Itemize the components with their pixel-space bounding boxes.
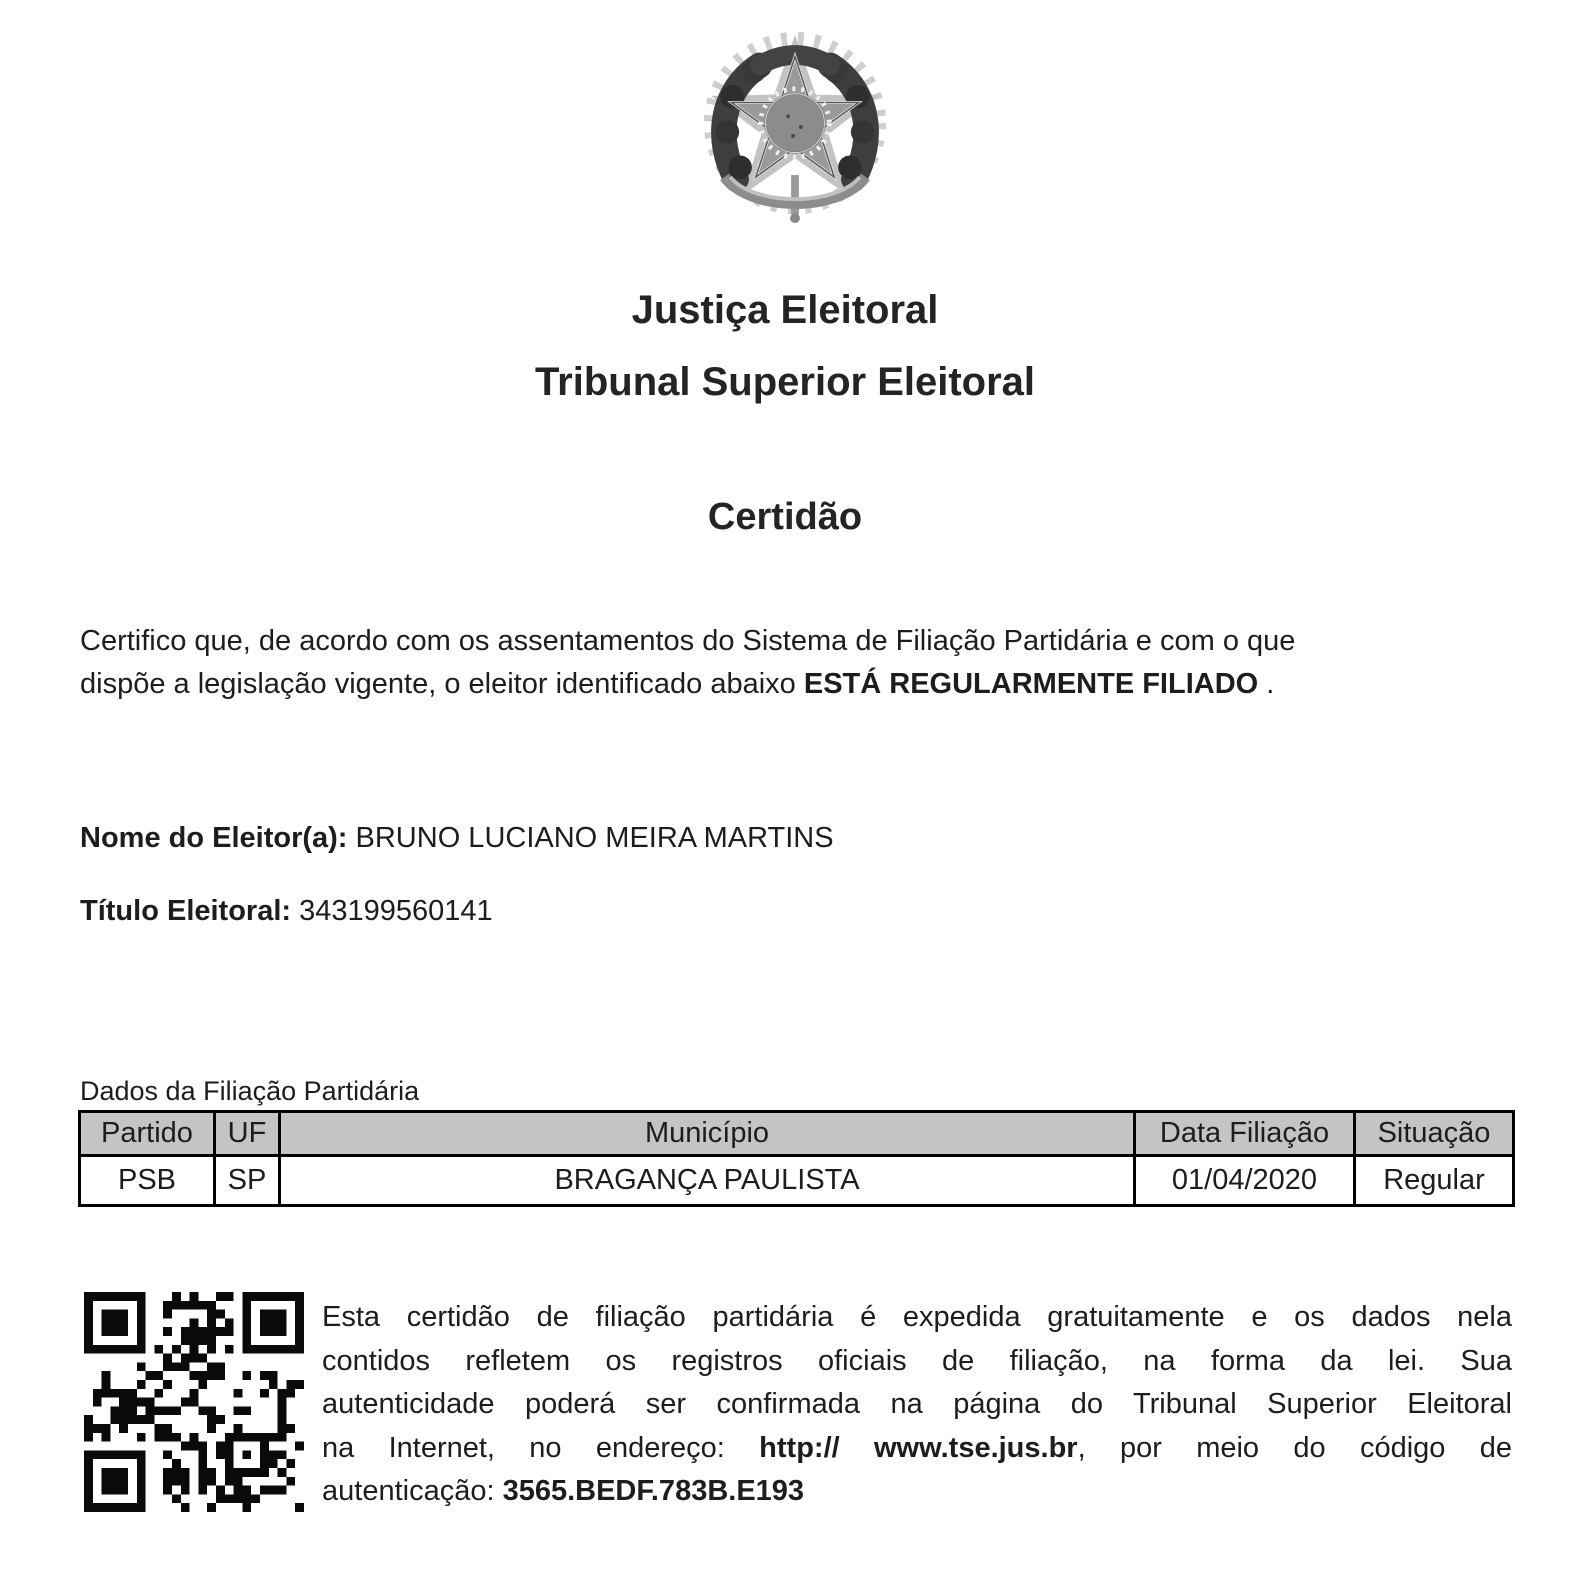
footer-line-5: autenticação: 3565.BEDF.783B.E193 xyxy=(322,1475,805,1508)
certification-paragraph xyxy=(80,620,1520,706)
footer-line-1: Esta certidão de filiação partidária é expedida gratuitamente e os dados nela xyxy=(322,1301,1512,1333)
voter-title-label: Título Eleitoral: xyxy=(80,895,292,927)
footer-line-4: na Internet, no endereço: http:// www.tse.jus.br, por meio do código de xyxy=(322,1431,1512,1464)
cell-partido: PSB xyxy=(80,1156,215,1206)
brazil-coat-of-arms-icon xyxy=(697,28,893,232)
header-data-filiacao: Data Filiação xyxy=(1135,1112,1355,1156)
footer-line-2: contidos refletem os registros oficiais de filiação, na forma da lei. Sua xyxy=(322,1344,1512,1377)
voter-name-label: Nome do Eleitor(a): xyxy=(80,822,348,854)
affiliation-table xyxy=(78,1110,1515,1207)
org-heading-tribunal-superior: Tribunal Superior Eleitoral xyxy=(534,360,1036,404)
cell-situacao: Regular xyxy=(1355,1156,1514,1206)
header-municipio: Município xyxy=(280,1112,1135,1156)
footer-paragraph xyxy=(322,1296,1512,1514)
cell-uf: SP xyxy=(215,1156,280,1206)
table-header-row xyxy=(80,1112,1514,1156)
certification-line-1: Certifico que, de acordo com os assentamentos do Sistema de Filiação Partidária e com o que xyxy=(80,625,1296,657)
footer-line-3: autenticidade poderá ser confirmada na página do Tribunal Superior Eleitoral xyxy=(322,1388,1512,1421)
document-title: Certidão xyxy=(707,496,863,538)
qr-code xyxy=(84,1292,304,1512)
table-row xyxy=(80,1156,1514,1206)
voter-title-field xyxy=(80,895,493,928)
header-uf: UF xyxy=(215,1112,280,1156)
voter-name-value: BRUNO LUCIANO MEIRA MARTINS xyxy=(347,822,834,854)
certification-line-2: dispõe a legislação vigente, o eleitor identificado abaixo ESTÁ REGULARMENTE FILIADO . xyxy=(80,668,1275,700)
header-situacao: Situação xyxy=(1355,1112,1514,1156)
table-caption: Dados da Filiação Partidária xyxy=(80,1076,420,1106)
cell-municipio: BRAGANÇA PAULISTA xyxy=(280,1156,1135,1206)
voter-title-value: 343199560141 xyxy=(291,895,493,927)
cell-data-filiacao: 01/04/2020 xyxy=(1135,1156,1355,1206)
org-heading-justica-eleitoral: Justiça Eleitoral xyxy=(631,288,939,332)
header-partido: Partido xyxy=(80,1112,215,1156)
voter-name-field xyxy=(80,822,834,855)
